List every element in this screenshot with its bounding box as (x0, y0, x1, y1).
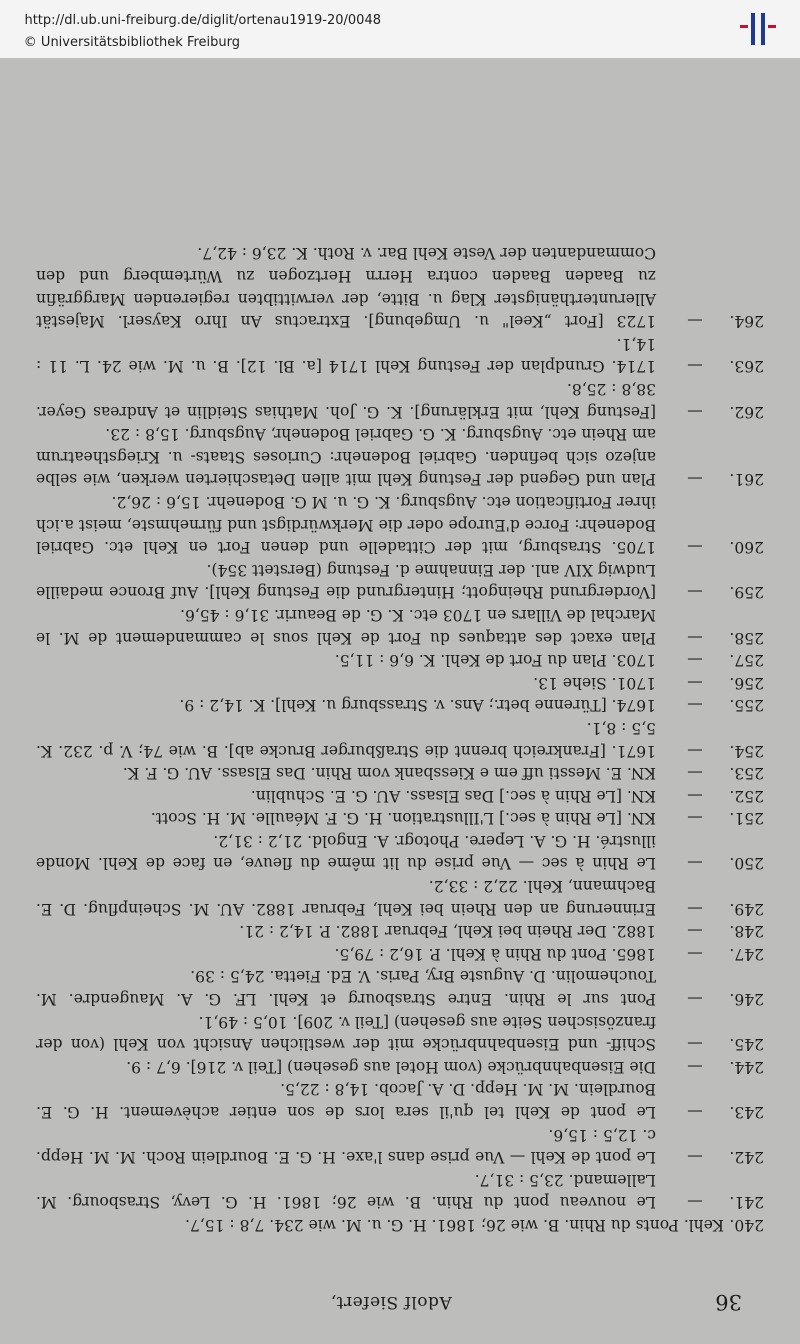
entry-number: 249. (729, 899, 764, 918)
entry-dash: — (687, 538, 703, 557)
catalog-entry (36, 965, 764, 1010)
entry-text: Le pont de Kehl — Vue prise dans l'axe. H. G. E. Bourdlein Roch. M. M. Hepp. c. 12,5 : 15,6. (36, 1125, 656, 1167)
catalog-entry (36, 558, 764, 603)
entry-number: 257. (729, 651, 764, 670)
entry-dash: — (687, 854, 703, 873)
entry-dash: — (687, 470, 703, 489)
copyright-notice: © Universitätsbibliothek Freiburg (24, 35, 241, 50)
catalog-entry (36, 242, 764, 332)
catalog-entry (36, 490, 764, 558)
catalog-entry (36, 807, 764, 830)
entry-text: Le nouveau pont du Rhin. B. wie 26; 1861. H. G. Levy, Strasbourg. M. Lallemand. 23,5 : 31,7. (36, 1170, 656, 1212)
entry-dash: — (687, 922, 703, 941)
entry-number: 251. (729, 809, 764, 828)
entry-number: 242. (729, 1148, 764, 1167)
entry-dash: — (687, 944, 703, 963)
entry-text: 1723 [Fort „Keel" u. Umgebung]. Extractus An Ihro Kayserl. Majestät Allerunterthänigster Klag u. Bitte, der verwittibten regierenden Marggräfin zu Baaden Baaden contra Herrn Hertzogen zu Würtemberg und den Commandanten der Veste Kehl Bar. v. Roth. K. 23,6 : 42,7. (36, 244, 656, 331)
entry-number: 256. (729, 673, 764, 692)
entry-text: KN. [Le Rhin à sec.] Das Elsass. AU. G. E. Schublin. (250, 786, 656, 805)
catalog-entry (36, 829, 764, 874)
entry-text: Le pont de Kehl tel qu'il sera lors de son entier achèvement. H. G. E. Bourdlein. M. M. Hepp. D. A. Jacob. 14,8 : 22,5. (36, 1080, 656, 1122)
entry-number: 240. (729, 1216, 764, 1234)
entry-text: KN. E. Messti uff em e Kiessbank vom Rhin. Das Elsass. AU. G. F. K. (122, 764, 656, 783)
running-head: Adolf Siefert, (330, 1292, 452, 1312)
entry-number: 253. (729, 764, 764, 783)
scanned-page (0, 58, 800, 1344)
catalog-entry (36, 920, 764, 943)
entry-number: 243. (729, 1103, 764, 1122)
catalog-entry (36, 875, 764, 920)
entry-number: 246. (729, 990, 764, 1009)
entry-text: 1671. [Frankreich brennt die Straßburger Brucke ab]. B. wie 74; V. p. 232. K. 5,5 : 8,1. (36, 718, 656, 760)
entry-number: 261. (729, 470, 764, 489)
catalog-entry (36, 762, 764, 785)
catalog-entry (36, 603, 764, 648)
entry-text: Kehl. Ponts du Rhin. B. wie 26; 1861. H. G. u. M. wie 234. 7,8 : 15,7. (185, 1216, 724, 1234)
entry-number: 254. (729, 741, 764, 760)
entry-dash: — (687, 786, 703, 805)
catalog-entry (36, 694, 764, 717)
catalog-entry (36, 649, 764, 672)
entry-dash: — (687, 357, 703, 376)
catalog-entry (36, 1213, 764, 1236)
catalog-entry (36, 377, 764, 422)
catalog-entry (36, 1055, 764, 1078)
university-library-logo-icon[interactable] (738, 9, 778, 49)
catalog-entry (36, 332, 764, 377)
entry-text: Pont sur le Rhin. Entre Strasbourg et Kehl. LF. G. A. Maugendre. M. Touchemolin. D. Auguste Bry, Paris. V. Ed. Fietta. 24,5 : 39. (36, 967, 656, 1009)
catalog-entry (36, 716, 764, 761)
entry-text: Plan und Gegend der Festung Kehl mit allen Detaschierten werken, wie selbe anjezo sich befinden. Gabriel Bodenehr: Curioses Staats- u. Kriegstheatrum am Rhein etc. Augsburg. K. G. Gabriel Bodenehr, Augsburg. 15,8 : 23. (36, 425, 656, 489)
entry-number: 241. (729, 1193, 764, 1212)
entry-text: 1714. Grundplan der Festung Kehl 1714 [a. Bl. 12]. B. u. M. wie 24. L. 11 : 14,1. (36, 334, 656, 376)
entry-text: Die Eisenbahnbrücke (vom Hotel aus gesehen) [Teil v. 216]. 6,7 : 9. (126, 1057, 656, 1076)
entry-dash: — (687, 741, 703, 760)
entry-dash: — (687, 1193, 703, 1212)
entry-number: 263. (729, 357, 764, 376)
entry-text: 1674. [Türenne betr.; Ans. v. Strassburg u. Kehl]. K. 14,2 : 9. (179, 696, 656, 715)
entry-dash: — (687, 696, 703, 715)
catalog-entry (36, 671, 764, 694)
catalog-entry (36, 1078, 764, 1123)
entry-text: [Vordergrund Rheingott; Hintergrund die Festung Kehl]. Auf Bronce medaille Ludwig XIV anl. der Einnahme d. Festung (Berstett 354). (36, 560, 656, 602)
entry-number: 260. (729, 538, 764, 557)
catalog-entry (36, 1123, 764, 1168)
entry-dash: — (687, 899, 703, 918)
entry-text: Plan exact des attaques du Fort de Kehl sous le cammandement de M. le Marchal de Villars en 1703 etc. K. G. de Beaurir. 31,6 : 45,6. (36, 605, 656, 647)
entry-dash: — (687, 651, 703, 670)
catalog-entry (36, 942, 764, 965)
entry-number: 244. (729, 1057, 764, 1076)
entry-text: [Festung Kehl, mit Erklärung]. K. G. Joh. Mathias Steidlin et Andreas Geyer. 38,8 : 25,8. (36, 380, 656, 421)
entry-dash: — (687, 312, 703, 331)
entry-dash: — (687, 673, 703, 692)
entry-dash: — (687, 1057, 703, 1076)
catalog-entry (36, 1010, 764, 1055)
catalog-entry (36, 423, 764, 491)
catalog-entries (36, 242, 764, 1236)
catalog-entry (36, 784, 764, 807)
entry-dash: — (687, 990, 703, 1009)
entry-dash: — (687, 1103, 703, 1122)
entry-number: 250. (729, 854, 764, 873)
catalog-entry (36, 1168, 764, 1213)
entry-dash: — (687, 402, 703, 421)
page-header (40, 1282, 742, 1314)
entry-text: 1865. Pont du Rhin à Kehl. P. 16,2 : 79,5. (334, 944, 656, 963)
entry-text: Schiff- und Eisenbahnbrücke mit der westlichen Ansicht von Kehl (von der französischen Seite aus gesehen) [Teil v. 209]. 10,5 : 49,1. (36, 1012, 656, 1054)
page-number: 36 (715, 1290, 742, 1314)
entry-number: 264. (729, 312, 764, 331)
entry-number: 262. (729, 402, 764, 421)
entry-text: 1705. Strasburg, mit der Cittadelle und denen Fort en Kehl etc. Gabriel Bodenehr: Force d'Europe oder die Merkwürdigst und fürnehmste, meist a.ich ihrer Fortification etc. Augsburg. K. G. u. M G. Bodenehr. 15,6 : 26,2. (36, 493, 656, 557)
entry-number: 255. (729, 696, 764, 715)
entry-number: 259. (729, 583, 764, 602)
entry-number: 245. (729, 1035, 764, 1054)
entry-text: KN. [Le Rhin à sec.] L'Illustration. H. G. F. Méaulle. M. H. Scott. (150, 809, 656, 828)
entry-text: 1701. Siehe 13. (533, 673, 656, 692)
entry-number: 248. (729, 922, 764, 941)
entry-dash: — (687, 1148, 703, 1167)
entry-text: 1703. Plan du Fort de Kehl. K. 6,6 : 11,5. (334, 651, 656, 670)
entry-dash: — (687, 1035, 703, 1054)
entry-dash: — (687, 628, 703, 647)
entry-number: 252. (729, 786, 764, 805)
entry-text: Le Rhin à sec — Vue prise du lit même du fleuve, en face de Kehl. Monde illustré. H. G. A. Lepere. Photogr. A. Engold. 21,2 : 31,2. (36, 831, 656, 873)
library-footer-bar (0, 0, 800, 58)
entry-dash: — (687, 583, 703, 602)
entry-text: Erinnerung an den Rhein bei Kehl, Februar 1882. AU. M. Scheinpflug. D. E. Bachmann, Kehl. 22,2 : 33,2. (36, 877, 656, 918)
document-url-link[interactable]: http://dl.ub.uni-freiburg.de/diglit/ortenau1919-20/0048 (24, 13, 381, 28)
entry-dash: — (687, 809, 703, 828)
entry-dash: — (687, 764, 703, 783)
entry-number: 247. (729, 944, 764, 963)
entry-text: 1882. Der Rhein bei Kehl, Februar 1882. P. 14,2 : 21. (239, 922, 656, 941)
entry-number: 258. (729, 628, 764, 647)
